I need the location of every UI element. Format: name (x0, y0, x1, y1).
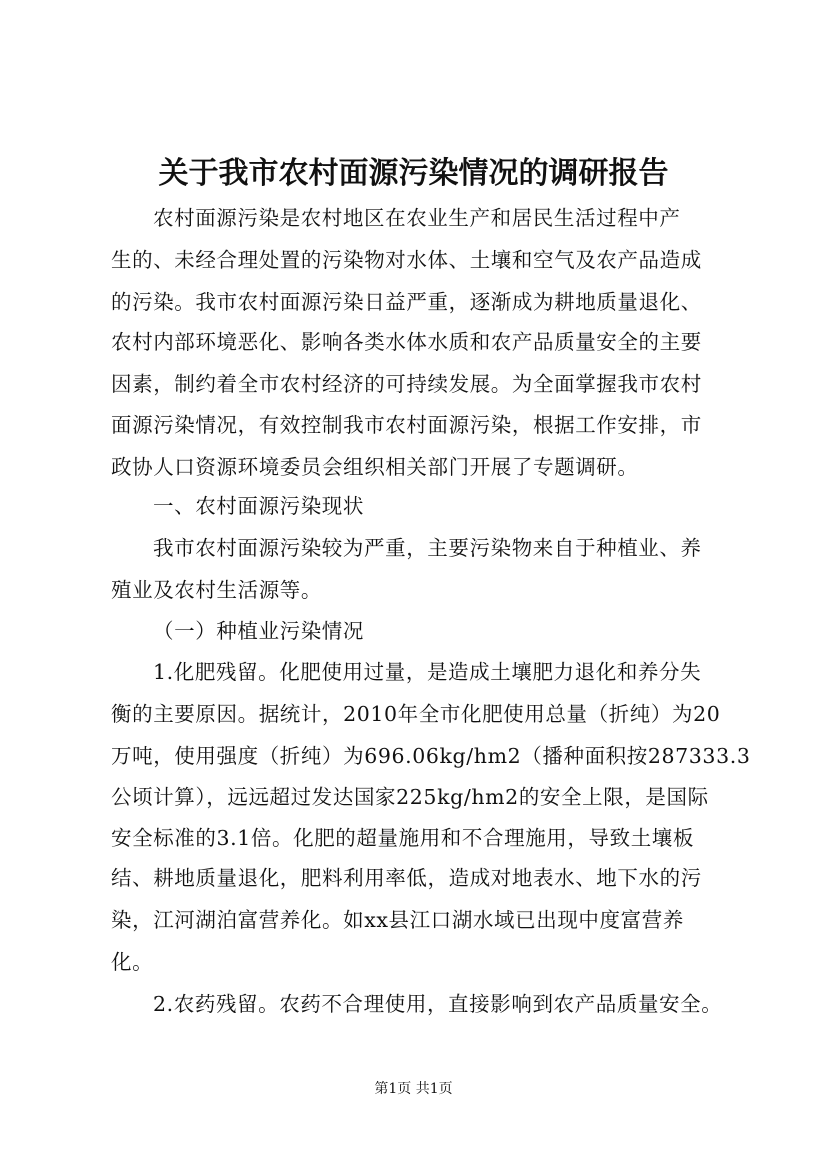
paragraph-line: 结、耕地质量退化，肥料利用率低，造成对地表水、地下水的污 (111, 866, 702, 890)
paragraph-line: 因素，制约着全市农村经济的可持续发展。为全面掌握我市农村 (111, 372, 702, 396)
paragraph-line: 农村面源污染是农村地区在农业生产和居民生活过程中产 (153, 206, 681, 230)
paragraph-line: 生的、未经合理处置的污染物对水体、土壤和空气及农产品造成 (111, 248, 702, 272)
paragraph-line: 1.化肥残留。化肥使用过量，是造成土壤肥力退化和养分失 (153, 660, 702, 684)
paragraph-line: 殖业及农村生活源等。 (111, 578, 322, 602)
section-heading: 一、农村面源污染现状 (153, 494, 364, 518)
page-footer: 第1页 共1页 (374, 1081, 453, 1097)
paragraph-line: 安全标准的3.1倍。化肥的超量施用和不合理施用，导致土壤板 (111, 826, 694, 850)
subsection-heading: （一）种植业污染情况 (153, 619, 364, 643)
paragraph-line: 公顷计算），远远超过发达国家225kg/hm2的安全上限，是国际 (111, 785, 709, 809)
paragraph-line: 染，江河湖泊富营养化。如xx县江口湖水域已出现中度富营养 (111, 908, 684, 932)
paragraph-line: 衡的主要原因。据统计，2010年全市化肥使用总量（折纯）为20 (111, 702, 721, 726)
paragraph-line: 农村内部环境恶化、影响各类水体水质和农产品质量安全的主要 (111, 330, 702, 354)
paragraph-line: 化。 (111, 950, 154, 974)
page-title: 关于我市农村面源污染情况的调研报告 (158, 156, 669, 191)
paragraph-line: 我市农村面源污染较为严重，主要污染物来自于种植业、养 (153, 536, 702, 560)
paragraph-line: 的污染。我市农村面源污染日益严重，逐渐成为耕地质量退化、 (111, 290, 702, 314)
paragraph-line: 2.农药残留。农药不合理使用，直接影响到农产品质量安全。 (153, 992, 723, 1016)
paragraph-line: 政协人口资源环境委员会组织相关部门开展了专题调研。 (111, 455, 639, 479)
paragraph-line: 面源污染情况，有效控制我市农村面源污染，根据工作安排，市 (111, 413, 702, 437)
paragraph-line: 万吨，使用强度（折纯）为696.06kg/hm2（播种面积按287333.3 (111, 744, 751, 768)
